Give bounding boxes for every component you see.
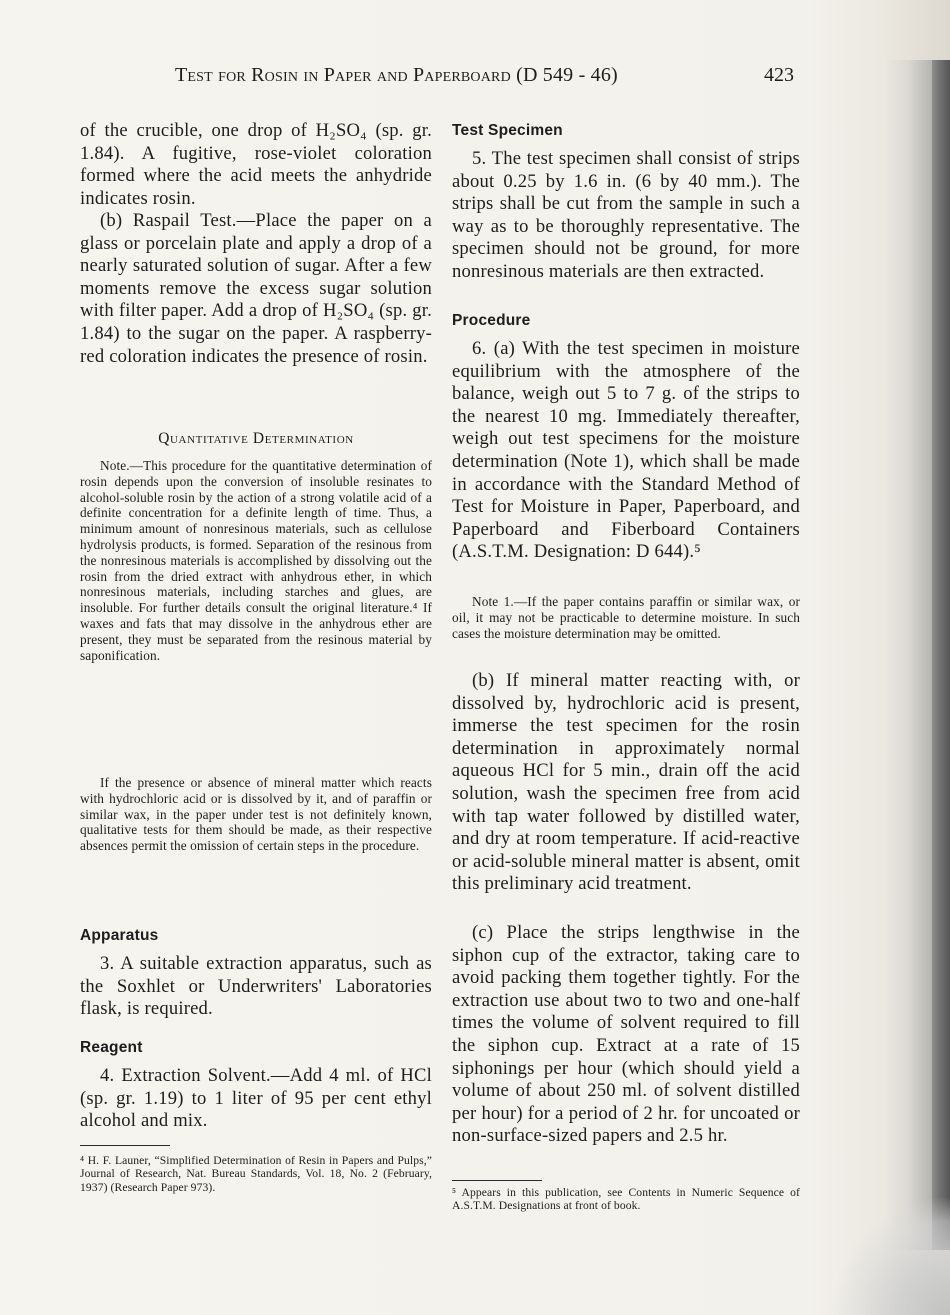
page-number: 423 xyxy=(764,64,794,86)
procedure-b-text: (b) If mineral matter reacting with, or dissolved by, hydrochloric acid is present, immerse the test specimen for the rosin determination in approximately normal aqueous HCl for 5 min., drain off the acid solution, wash the specimen free from acid with tap water followed by distilled water, and dry at room temperature. If acid-reactive or acid-soluble mineral matter is absent, omit this preliminary acid treatment. xyxy=(452,670,800,895)
right-footnote-rule xyxy=(452,1180,542,1181)
running-head xyxy=(0,64,880,98)
apparatus-heading: Apparatus xyxy=(80,927,159,944)
footnote-4: ⁴ H. F. Launer, “Simplified Determination of Resin in Papers and Pulps,” Journal of Research, Nat. Bureau Standards, Vol. 18, No. 2 (February, 1937) (Research Paper 973). xyxy=(80,1154,432,1194)
left-note-mineral-matter: If the presence or absence of mineral matter which reacts with hydrochloric acid or is dissolved by it, and of paraffin or similar wax, in the paper under test is not definitely known, qualitative tests for them should be made, as their respective absences permit the omission of certain steps in the procedure. xyxy=(80,775,432,854)
left-paragraph-1: of the crucible, one drop of H₂SO₄ (sp. gr. 1.84). A fugitive, rose-violet coloration formed where the acid meets the anhydride indicates rosin. xyxy=(80,120,432,209)
binding-edge xyxy=(932,60,950,1250)
left-footnote-rule xyxy=(80,1145,170,1146)
right-note-1: Note 1.—If the paper contains paraffin or similar wax, or oil, it may not be practicable to determine moisture. In such cases the moisture determination may be omitted. xyxy=(452,594,800,641)
test-specimen-text: 5. The test specimen shall consist of strips about 0.25 by 1.6 in. (6 by 40 mm.). The strips shall be cut from the sample in such a way as to be thoroughly representative. The specimen should not be ground, for more nonresinous materials are then extracted. xyxy=(452,148,800,282)
procedure-heading: Procedure xyxy=(452,312,531,329)
running-title: Test for Rosin in Paper and Paperboard (D 549 - 46) xyxy=(175,64,618,86)
page-curl xyxy=(830,1195,950,1315)
quantitative-determination-heading: Quantitative Determination xyxy=(158,430,354,447)
left-paragraph-raspail: (b) Raspail Test.—Place the paper on a glass or porcelain plate and apply a drop of a nearly saturated solution of sugar. After a few moments remove the excess sugar solution with filter paper. Add a drop of H₂SO₄ (sp. gr. 1.84) to the sugar on the paper. A raspberry-red coloration indicates the presence of rosin. xyxy=(80,210,432,367)
footnote-5: ⁵ Appears in this publication, see Contents in Numeric Sequence of A.S.T.M. Designations at front of book. xyxy=(452,1186,800,1213)
reagent-heading: Reagent xyxy=(80,1039,143,1056)
left-note-quantitative: Note.—This procedure for the quantitative determination of rosin depends upon the conversion of insoluble resinates to alcohol-soluble rosin by the action of a strong volatile acid of a definite concentration for a definite length of time. Thus, a minimum amount of nonresinous materials, such as cellulose hydrolysis products, is formed. Separation of the resinous from the nonresinous materials is accomplished by dissolving out the rosin from the dried extract with anhydrous ether, in which nonresinous materials, including starches and glues, are insoluble. For further details consult the original literature.⁴ If waxes and fats that may dissolve in the anhydrous ether are present, they must be separated from the resinous material by saponification. xyxy=(80,458,432,663)
procedure-a-text: 6. (a) With the test specimen in moisture equilibrium with the atmosphere of the balance, weigh out 5 to 7 g. of the strips to the nearest 10 mg. Immediately thereafter, weigh out test specimens for the moisture determination (Note 1), which shall be made in accordance with the Standard Method of Test for Moisture in Paper, Paperboard, and Paperboard and Fiberboard Containers (A.S.T.M. Designation: D 644).⁵ xyxy=(452,338,800,563)
reagent-text: 4. Extraction Solvent.—Add 4 ml. of HCl (sp. gr. 1.19) to 1 liter of 95 per cent ethyl alcohol and mix. xyxy=(80,1065,432,1132)
apparatus-text: 3. A suitable extraction apparatus, such as the Soxhlet or Underwriters' Laboratories flask, is required. xyxy=(80,953,432,1020)
procedure-c-text: (c) Place the strips lengthwise in the siphon cup of the extractor, taking care to avoid packing them together tightly. For the extraction use about two to two and one-half times the volume of solvent required to fill the siphon cup. Extract at a rate of 15 siphonings per hour (which should yield a volume of about 250 ml. of solvent distilled per hour) for a period of 2 hr. for uncoated or non-surface-sized papers and 2.5 hr. xyxy=(452,922,800,1147)
test-specimen-heading: Test Specimen xyxy=(452,122,563,139)
